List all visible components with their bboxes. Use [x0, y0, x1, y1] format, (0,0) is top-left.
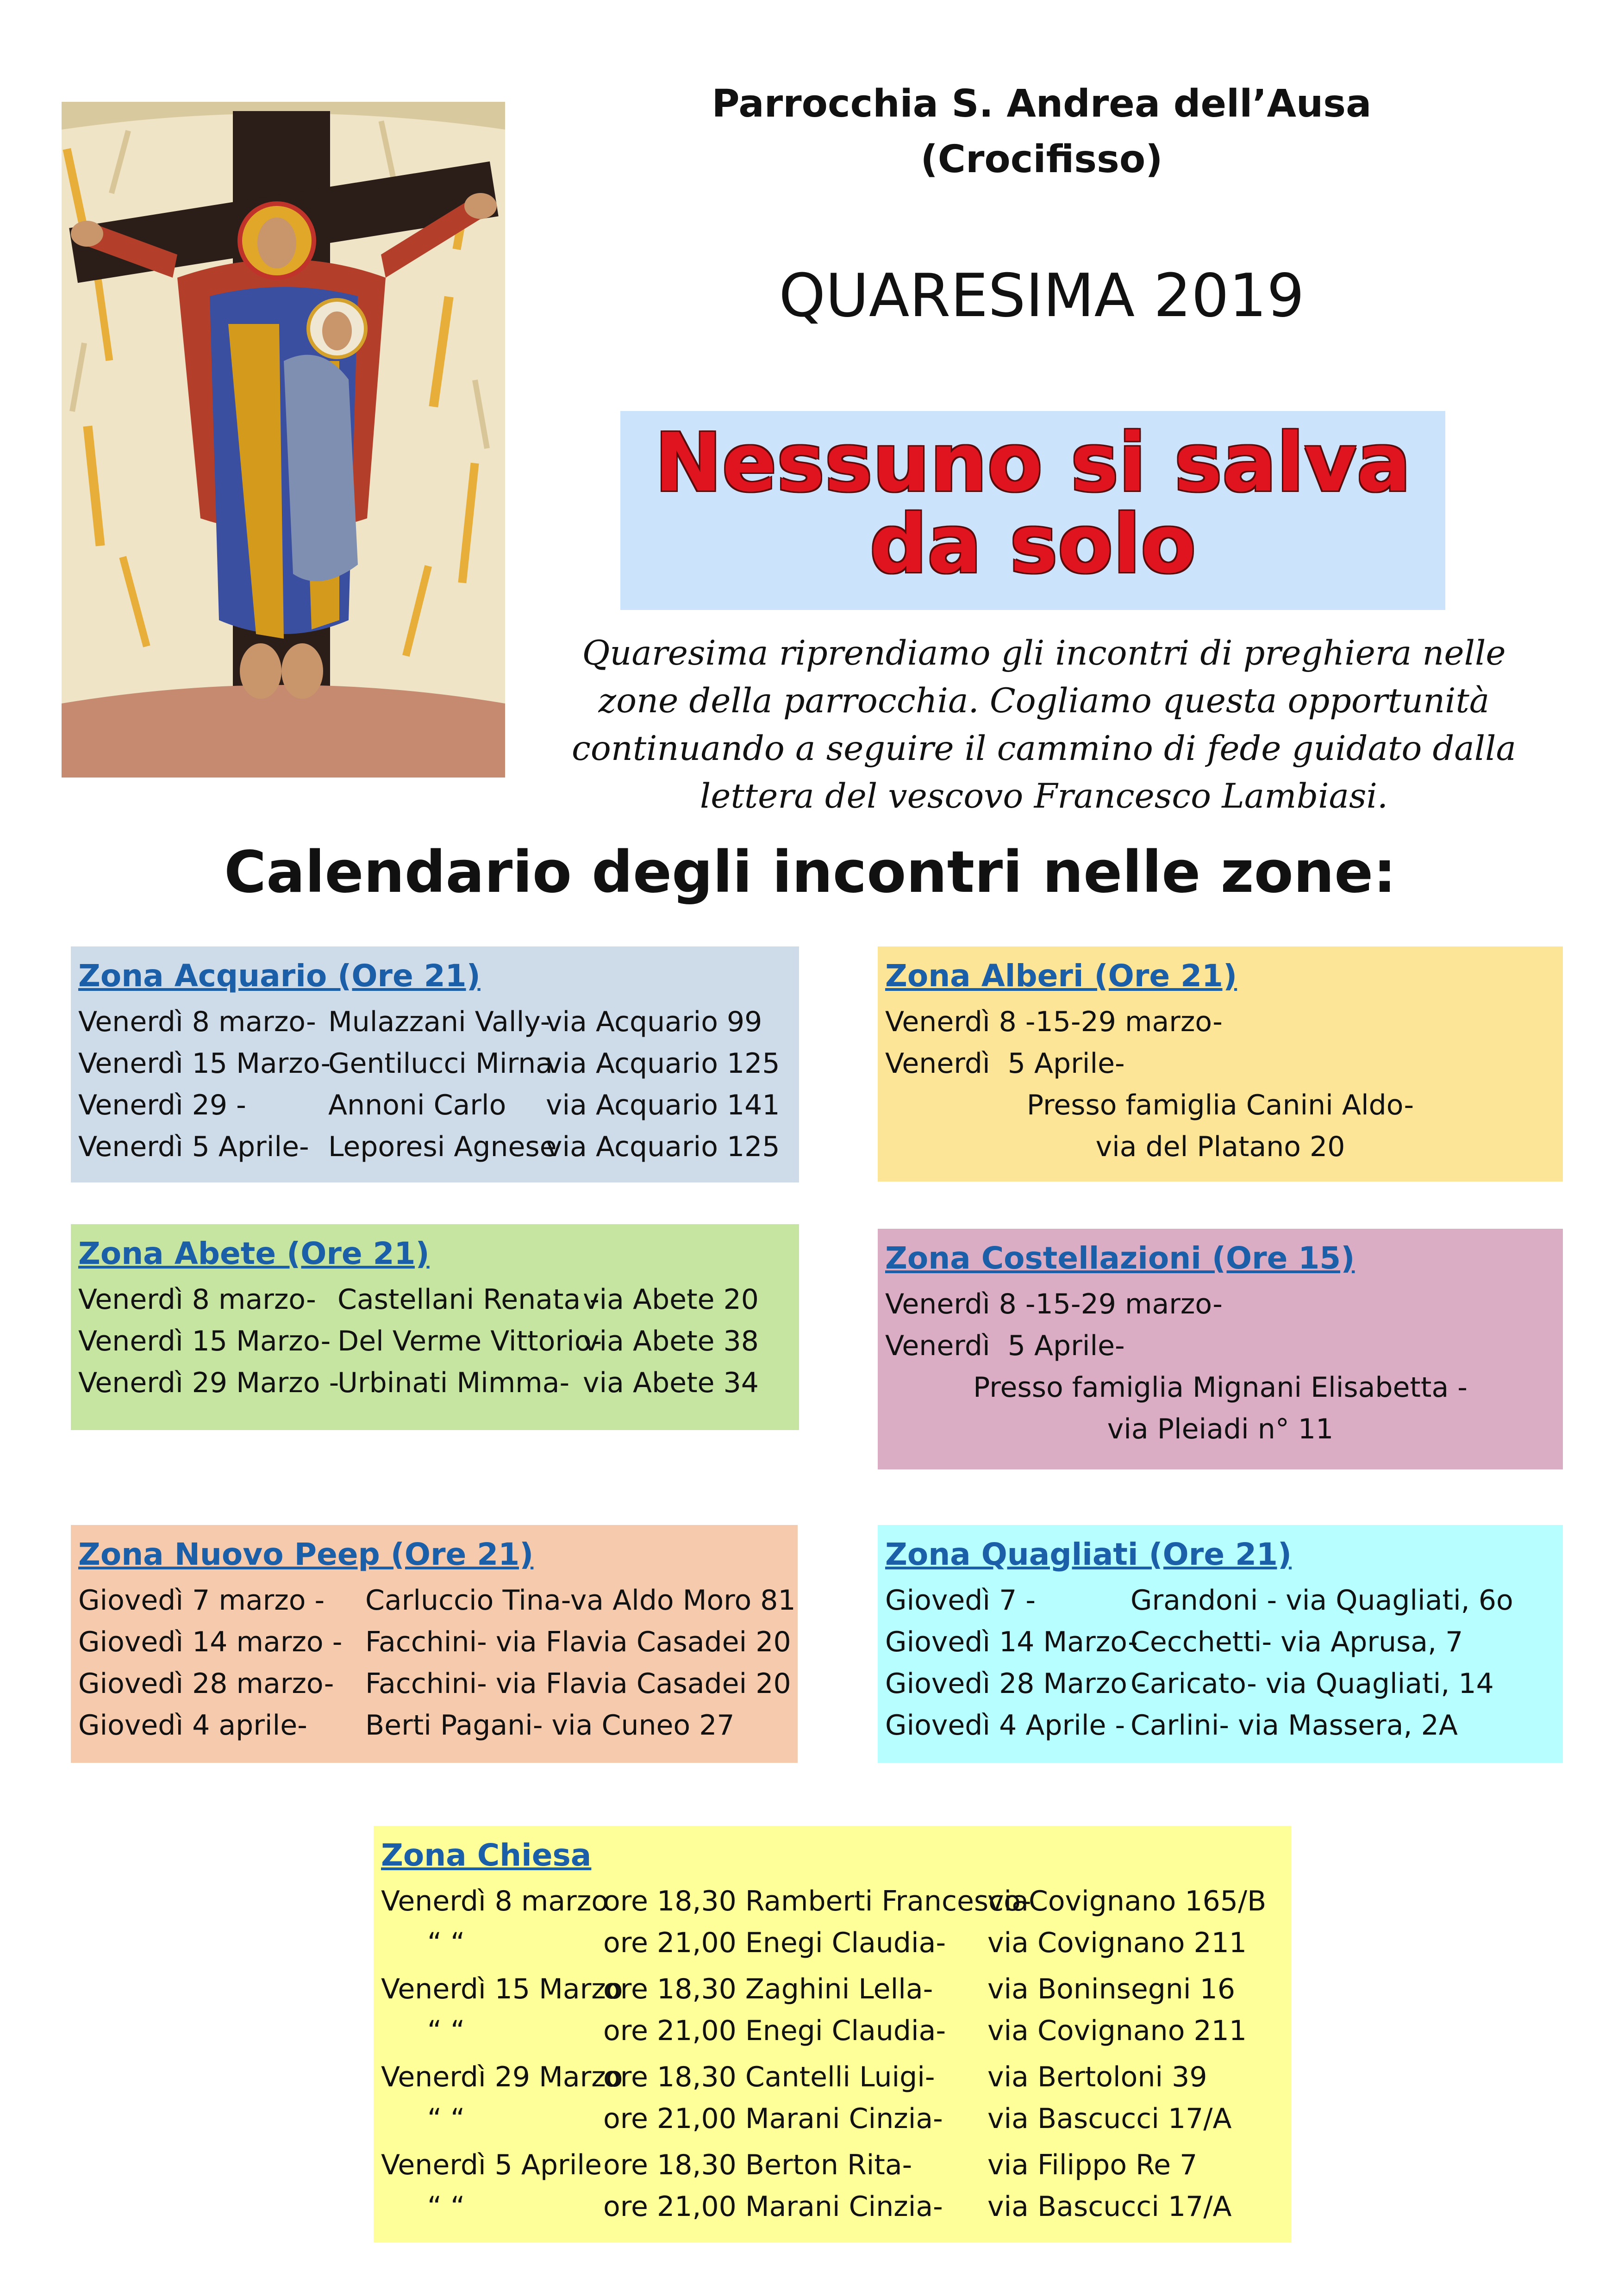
address: via Abete 38 [583, 1325, 759, 1357]
host: Gentilucci Mirna [328, 1047, 553, 1080]
date: Venerdì 8 marzo [381, 1885, 609, 1917]
host: Annoni Carlo [328, 1089, 506, 1121]
time-host: ore 21,00 Marani Cinzia- [603, 2190, 943, 2223]
ditto: “ “ [427, 2190, 465, 2223]
schedule-row [78, 1621, 790, 1663]
schedule-row [78, 1362, 792, 1404]
host-address: Caricato- via Quagliati, 14 [1131, 1668, 1494, 1700]
zone-quagliati [878, 1525, 1563, 1763]
date: Giovedì 4 Aprile - [885, 1709, 1125, 1742]
lent-title: QUARESIMA 2019 [779, 261, 1305, 330]
ditto: “ “ [427, 2103, 465, 2135]
date: Giovedì 14 marzo - [78, 1626, 343, 1658]
date: Venerdì 15 Marzo [381, 1973, 623, 2005]
time-host: ore 18,30 Cantelli Luigi- [603, 2061, 935, 2093]
address: via Covignano 211 [987, 1927, 1247, 1959]
host-address: Carlini- via Massera, 2A [1131, 1709, 1458, 1742]
schedule-row [381, 2098, 1284, 2140]
crucifix-mosaic-image [62, 102, 505, 778]
schedule-row [78, 1320, 792, 1362]
schedule-row [381, 1922, 1284, 1964]
date: Venerdì 8 marzo- [78, 1283, 316, 1316]
schedule-row [381, 1880, 1284, 1922]
address: via Bascucci 17/A [987, 2103, 1232, 2135]
intro-paragraph: Quaresima riprendiamo gli incontri di preghiera nelle zone della parrocchia. Cogliamo questa opportunità continuando a seguire il cammino di fede guidato dalla lettera del vescovo Francesco Lambiasi. [572, 634, 1516, 816]
date: Venerdì 5 Aprile [381, 2149, 602, 2181]
schedule-row [78, 1279, 792, 1320]
host-line: Presso famiglia Canini Aldo- [1026, 1089, 1414, 1121]
schedule-row [885, 1580, 1555, 1621]
schedule-row [78, 1001, 792, 1043]
address: via Abete 34 [583, 1367, 759, 1399]
schedule-row [885, 1621, 1555, 1663]
address: via Bascucci 17/A [987, 2190, 1232, 2223]
time-host: ore 18,30 Ramberti Francesco- [603, 1885, 1031, 1917]
host-address: Facchini- via Flavia Casadei 20 [365, 1626, 791, 1658]
zone-alberi [878, 946, 1563, 1182]
schedule-row [885, 1705, 1555, 1746]
parish-name [694, 76, 1389, 187]
address: via Covignano 211 [987, 2015, 1247, 2047]
schedule-row [78, 1126, 792, 1168]
host-address: Grandoni - via Quagliati, 6o [1131, 1584, 1513, 1617]
date: Giovedì 28 marzo- [78, 1668, 334, 1700]
date: Giovedì 4 aprile- [78, 1709, 307, 1742]
date: Venerdì 5 Aprile- [78, 1131, 309, 1163]
time-host: ore 18,30 Berton Rita- [603, 2149, 912, 2181]
date: Giovedì 7 marzo - [78, 1584, 325, 1617]
parish-name-line1: Parrocchia S. Andrea dell’Ausa [712, 82, 1372, 126]
schedule-line: Venerdì 5 Aprile- [885, 1330, 1125, 1362]
zone-title: Zona Acquario (Ore 21) [78, 958, 481, 994]
time-host: ore 18,30 Zaghini Lella- [603, 1973, 933, 2005]
schedule-line: Venerdì 8 -15-29 marzo- [885, 1288, 1223, 1320]
motto-box [620, 411, 1445, 610]
calendar-title: Calendario degli incontri nelle zone: [224, 839, 1396, 906]
schedule-row [381, 1968, 1284, 2010]
address: via Acquario 125 [546, 1131, 780, 1163]
date: Venerdì 8 marzo- [78, 1006, 316, 1038]
zone-title: Zona Quagliati (Ore 21) [885, 1537, 1292, 1572]
address: via Bertoloni 39 [987, 2061, 1207, 2093]
schedule-line: Venerdì 8 -15-29 marzo- [885, 1006, 1223, 1038]
host-address: Cecchetti- via Aprusa, 7 [1131, 1626, 1463, 1658]
motto-line1: Nessuno si salva [655, 416, 1411, 510]
date: Venerdì 29 - [78, 1089, 246, 1121]
schedule-row [78, 1084, 792, 1126]
date: Giovedì 28 Marzo - [885, 1668, 1146, 1700]
date: Giovedì 7 - [885, 1584, 1036, 1617]
zone-costellazioni [878, 1229, 1563, 1469]
zone-chiesa [374, 1826, 1291, 2242]
time-host: ore 21,00 Enegi Claudia- [603, 1927, 946, 1959]
ditto: “ “ [427, 2015, 465, 2047]
parish-name-line2: (Crocifisso) [920, 137, 1163, 181]
host-address: Carluccio Tina-va Aldo Moro 81 [365, 1584, 796, 1617]
address-line: via Pleiadi n° 11 [1107, 1413, 1334, 1445]
schedule-row [78, 1705, 790, 1746]
host: Leporesi Agnese [328, 1131, 557, 1163]
host: Urbinati Mimma- [337, 1367, 570, 1399]
schedule-row [78, 1043, 792, 1084]
zone-title: Zona Chiesa [381, 1837, 592, 1873]
zone-abete [71, 1224, 799, 1430]
address: via Acquario 141 [546, 1089, 780, 1121]
time-host: ore 21,00 Marani Cinzia- [603, 2103, 943, 2135]
zone-nuovo-peep [71, 1525, 798, 1763]
schedule-row [885, 1663, 1555, 1705]
address: via Filippo Re 7 [987, 2149, 1198, 2181]
zone-title: Zona Abete (Ore 21) [78, 1236, 430, 1271]
zone-acquario [71, 946, 799, 1182]
schedule-row [78, 1580, 796, 1621]
host: Del Verme Vittorio- [337, 1325, 602, 1357]
date: Venerdì 29 Marzo [381, 2061, 623, 2093]
address: viaCovignano 165/B [987, 1885, 1267, 1917]
zone-title: Zona Nuovo Peep (Ore 21) [78, 1537, 534, 1572]
host-address: Berti Pagani- via Cuneo 27 [365, 1709, 735, 1742]
zone-title: Zona Alberi (Ore 21) [885, 958, 1237, 994]
address: via Boninsegni 16 [987, 1973, 1235, 2005]
host-address: Facchini- via Flavia Casadei 20 [365, 1668, 791, 1700]
address: via Acquario 99 [546, 1006, 762, 1038]
schedule-row [381, 2056, 1284, 2098]
date: Venerdì 15 Marzo- [78, 1047, 331, 1080]
host: Castellani Renata - [337, 1283, 600, 1316]
address-line: via del Platano 20 [1095, 1131, 1345, 1163]
schedule-line: Venerdì 5 Aprile- [885, 1047, 1125, 1080]
host-line: Presso famiglia Mignani Elisabetta - [973, 1371, 1468, 1404]
ditto: “ “ [427, 1927, 465, 1959]
address: via Abete 20 [583, 1283, 759, 1316]
host: Mulazzani Vally- [328, 1006, 550, 1038]
motto [620, 411, 1445, 591]
motto-line2: da solo [869, 498, 1196, 591]
date: Venerdì 15 Marzo- [78, 1325, 331, 1357]
date: Giovedì 14 Marzo- [885, 1626, 1138, 1658]
schedule-row [381, 2010, 1284, 2052]
time-host: ore 21,00 Enegi Claudia- [603, 2015, 946, 2047]
schedule-row [381, 2144, 1284, 2186]
date: Venerdì 29 Marzo - [78, 1367, 339, 1399]
schedule-row [381, 2186, 1284, 2228]
schedule-row [78, 1663, 790, 1705]
zone-title: Zona Costellazioni (Ore 15) [885, 1240, 1355, 1276]
address: via Acquario 125 [546, 1047, 780, 1080]
